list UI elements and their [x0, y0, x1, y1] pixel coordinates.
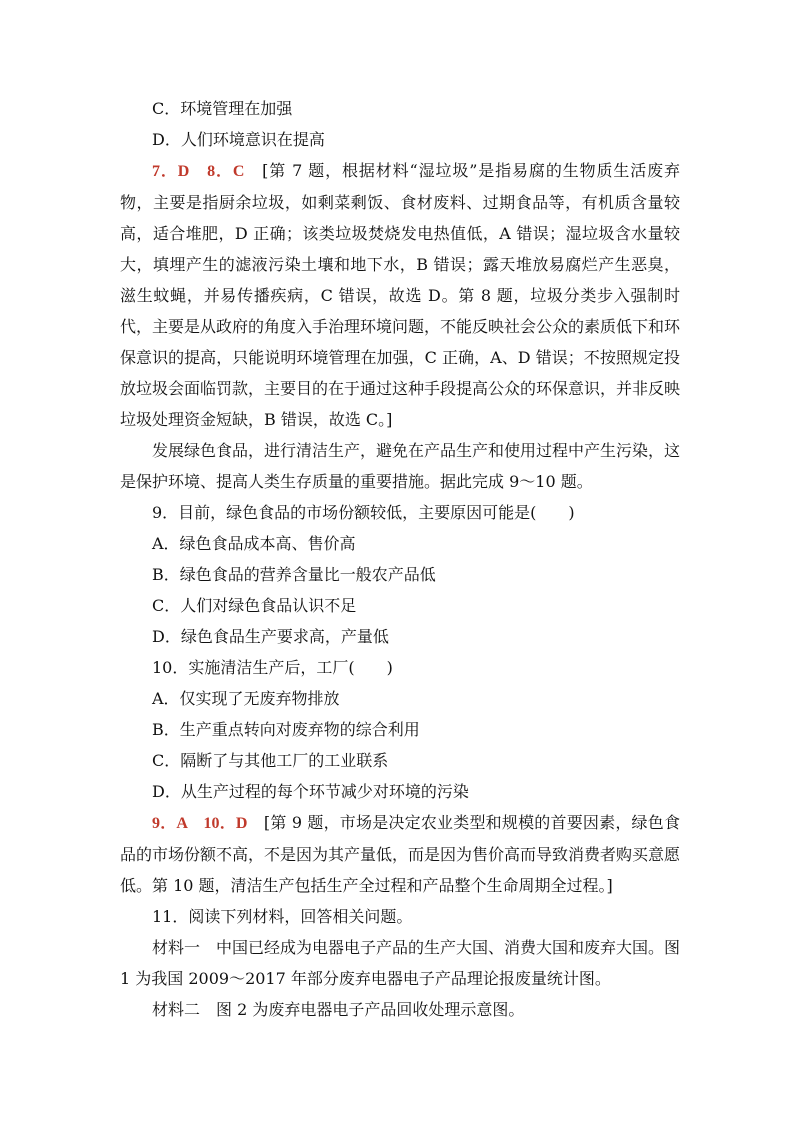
document-page [120, 93, 680, 1025]
q8-option-d: D．人们环境意识在提高 [152, 130, 325, 149]
q8-option-c: C．环境管理在加强 [152, 99, 293, 118]
q9-option-c: C．人们对绿色食品认识不足 [152, 596, 357, 615]
answer-7-8-explanation: [第 7 题，根据材料“湿垃圾”是指易腐的生物质生活废弃物，主要是指厨余垃圾，如剩菜剩饭、食材废料、过期食品等，有机质含量较高，适合堆肥，D 正确；该类垃圾焚烧发电热值低，A 错误；湿垃圾含水量较大，填埋产生的滤液污染土壤和地下水，B 错误；露天堆放易腐烂产生恶臭，滋生蚊蝇，并易传播疾病，C 错误，故选 D。第 8 题，垃圾分类步入强制时代，主要是从政府的角度入手治理环境问题，不能反映社会公众的素质低下和环保意识的提高，只能说明环境管理在加强，C 正确，A、D 错误；不按照规定投放垃圾会面临罚款，主要目的在于通过这种手段提高公众的环保意识，并非反映垃圾处理资金短缺，B 错误，故选 C。] [120, 161, 681, 429]
q11-material-1: 材料一 中国已经成为电器电子产品的生产大国、消费大国和废弃大国。图 1 为我国 2009～2017 年部分废弃电器电子产品理论报废量统计图。 [120, 938, 681, 988]
answer-9-10-label: 9．A 10．D [152, 815, 248, 832]
q9-option-d: D．绿色食品生产要求高，产量低 [152, 627, 389, 646]
q9-stem: 9．目前，绿色食品的市场份额较低，主要原因可能是( ) [152, 503, 575, 522]
answer-7-8-label: 7．D 8．C [152, 163, 245, 180]
q10-option-d: D．从生产过程的每个环节减少对环境的污染 [152, 782, 469, 801]
q9-option-b: B．绿色食品的营养含量比一般农产品低 [152, 565, 436, 584]
answer-9-10 [120, 807, 680, 901]
q9-option-a: A．绿色食品成本高、售价高 [152, 534, 356, 553]
intro-9-10: 发展绿色食品，进行清洁生产，避免在产品生产和使用过程中产生污染，这是保护环境、提高人类生存质量的重要措施。据此完成 9～10 题。 [120, 441, 681, 491]
q10-option-a: A．仅实现了无废弃物排放 [152, 689, 340, 708]
answer-7-8 [120, 155, 680, 435]
answer-9-10-explanation: [第 9 题，市场是决定农业类型和规模的首要因素，绿色食品的市场份额不高，不是因为其产量低，而是因为售价高而导致消费者购买意愿低。第 10 题，清洁生产包括生产全过程和产品整个生命周期全过程。] [120, 813, 681, 895]
q10-option-b: B．生产重点转向对废弃物的综合利用 [152, 720, 420, 739]
q11-stem: 11．阅读下列材料，回答相关问题。 [152, 907, 413, 926]
q11-material-2: 材料二 图 2 为废弃电器电子产品回收处理示意图。 [152, 1000, 525, 1019]
q10-option-c: C．隔断了与其他工厂的工业联系 [152, 751, 389, 770]
q10-stem: 10．实施清洁生产后，工厂( ) [152, 658, 393, 677]
